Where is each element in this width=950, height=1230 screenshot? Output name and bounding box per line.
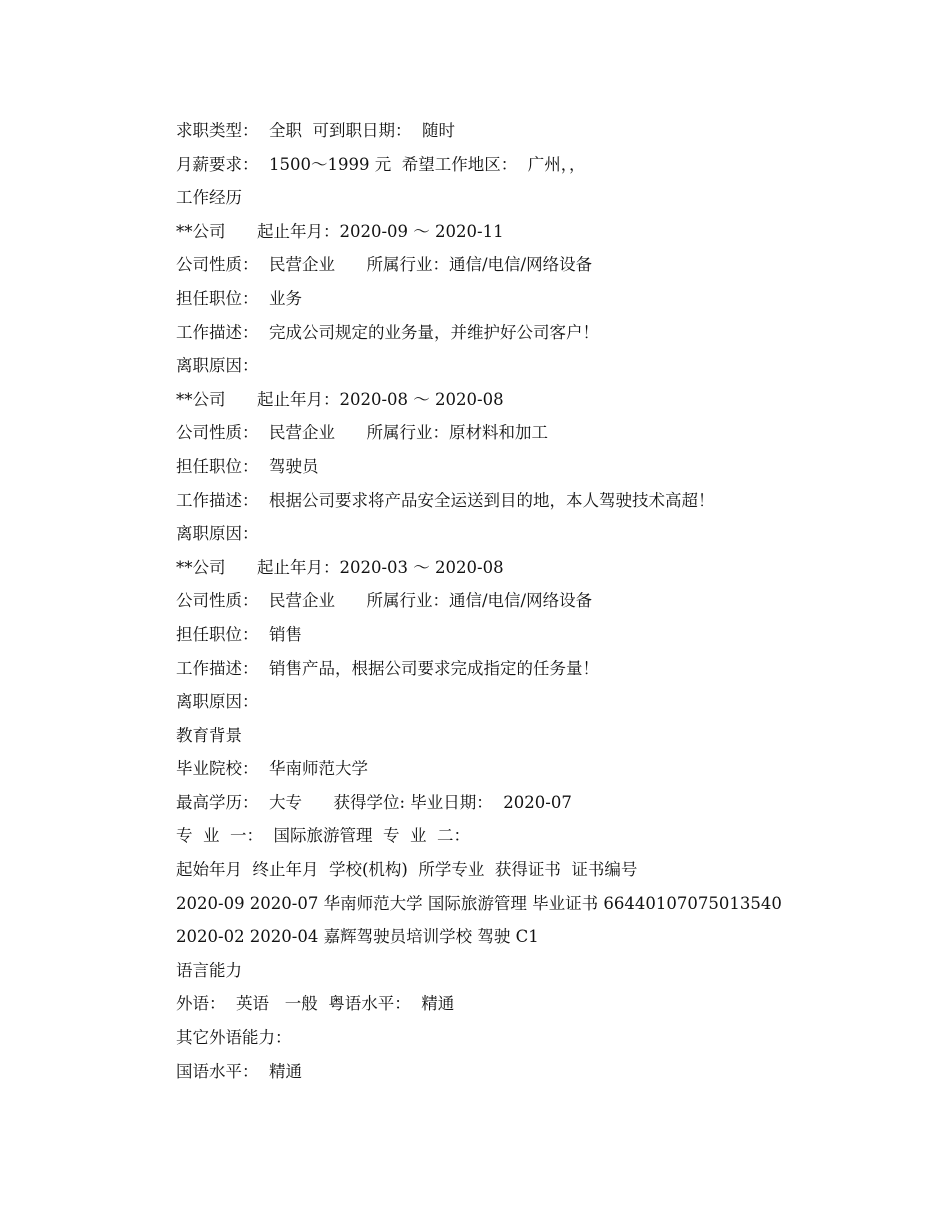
job2-description: 工作描述： 根据公司要求将产品安全运送到目的地，本人驾驶技术高超！ — [176, 490, 715, 510]
job2-company-period: **公司 起止年月：2020-08 ～ 2020-08 — [176, 389, 504, 409]
job1-description: 工作描述： 完成公司规定的业务量，并维护好公司客户！ — [176, 322, 599, 342]
job3-position: 担任职位： 销售 — [176, 624, 302, 644]
section-heading-work-experience: 工作经历 — [176, 188, 242, 208]
mandarin-level: 国语水平： 精通 — [176, 1061, 302, 1081]
highest-education: 最高学历： 大专 获得学位: 毕业日期： 2020-07 — [176, 792, 572, 812]
job2-nature-industry: 公司性质： 民营企业 所属行业：原材料和加工 — [176, 423, 548, 443]
section-heading-education: 教育背景 — [176, 725, 242, 745]
job1-nature-industry: 公司性质： 民营企业 所属行业：通信/电信/网络设备 — [176, 255, 593, 275]
job1-leave-reason: 离职原因： — [176, 356, 259, 376]
education-row-2: 2020-02 2020-04 嘉辉驾驶员培训学校 驾驶 C1 — [176, 927, 539, 947]
resume-document — [176, 114, 876, 1088]
job3-description: 工作描述： 销售产品，根据公司要求完成指定的任务量！ — [176, 658, 599, 678]
job2-position: 担任职位： 驾驶员 — [176, 456, 319, 476]
section-heading-language: 语言能力 — [176, 960, 242, 980]
job2-leave-reason: 离职原因： — [176, 524, 259, 544]
other-foreign-language: 其它外语能力： — [176, 1028, 292, 1048]
education-row-1: 2020-09 2020-07 华南师范大学 国际旅游管理 毕业证书 66440107075013540 — [176, 893, 782, 913]
majors: 专 业 一： 国际旅游管理 专 业 二： — [176, 826, 470, 846]
job3-nature-industry: 公司性质： 民营企业 所属行业：通信/电信/网络设备 — [176, 591, 593, 611]
graduated-school: 毕业院校： 华南师范大学 — [176, 759, 368, 779]
job-type-line: 求职类型： 全职 可到职日期： 随时 — [176, 121, 455, 140]
salary-location-line: 月薪要求： 1500～1999 元 希望工作地区： 广州，， — [176, 154, 586, 174]
job3-leave-reason: 离职原因： — [176, 692, 259, 712]
education-table-header: 起始年月 终止年月 学校(机构) 所学专业 获得证书 证书编号 — [176, 860, 638, 880]
foreign-language-line: 外语： 英语 一般 粤语水平： 精通 — [176, 994, 455, 1014]
job1-position: 担任职位： 业务 — [176, 288, 302, 308]
job1-company-period: **公司 起止年月：2020-09 ～ 2020-11 — [176, 221, 504, 241]
job3-company-period: **公司 起止年月：2020-03 ～ 2020-08 — [176, 557, 504, 577]
